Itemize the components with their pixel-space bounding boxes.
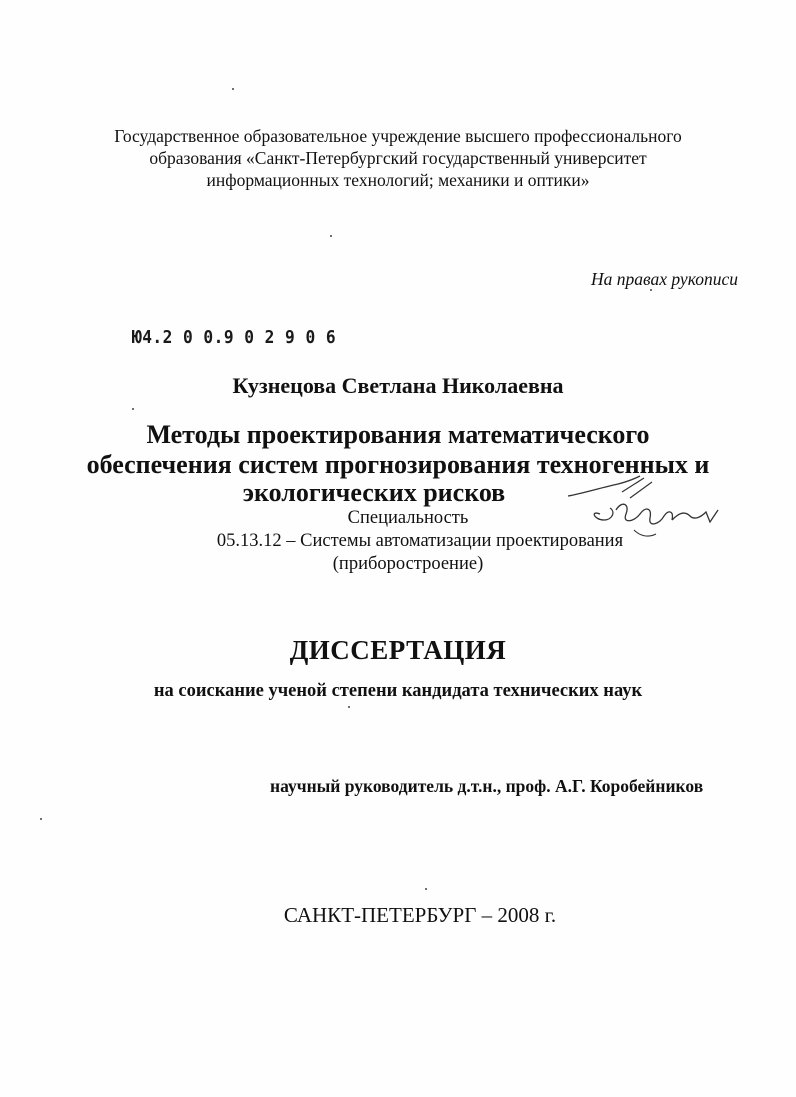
supervisor-line: научный руководитель д.т.н., проф. А.Г. Коробейников <box>270 776 704 796</box>
scan-speck <box>232 88 234 90</box>
title-line-1: Методы проектирования математического <box>146 420 650 449</box>
institution-line-1: Государственное образовательное учреждение высшего профессионального <box>114 126 682 146</box>
document-type: ДИССЕРТАЦИЯ <box>289 635 507 665</box>
specialty-field: (приборостроение) <box>332 554 484 574</box>
scan-speck <box>132 408 134 410</box>
institution-line-3: информационных технологий; механики и оптики» <box>206 170 590 190</box>
handwritten-signature <box>560 470 740 550</box>
scan-speck <box>40 818 42 820</box>
scan-speck <box>425 888 427 890</box>
scan-speck <box>650 289 652 291</box>
scan-speck <box>348 706 350 708</box>
title-line-3: экологических рисков <box>242 478 506 507</box>
degree-line: на соискание ученой степени кандидата технических наук <box>153 681 643 701</box>
institution-line-2: образования «Санкт-Петербургский государственный университет <box>149 148 647 168</box>
specialty-code: 05.13.12 – Системы автоматизации проектирования <box>216 531 624 551</box>
manuscript-note: На правах рукописи <box>591 269 738 289</box>
scan-speck <box>330 235 332 237</box>
library-stamp: Ю4.2 0 0.9 0 2 9 0 6 <box>132 327 337 348</box>
author-name: Кузнецова Светлана Николаевна <box>232 373 564 398</box>
title-line-2: обеспечения систем прогнозирования техногенных и <box>86 450 710 479</box>
city-year: САНКТ-ПЕТЕРБУРГ – 2008 г. <box>283 903 557 927</box>
specialty-label: Специальность <box>347 508 469 528</box>
